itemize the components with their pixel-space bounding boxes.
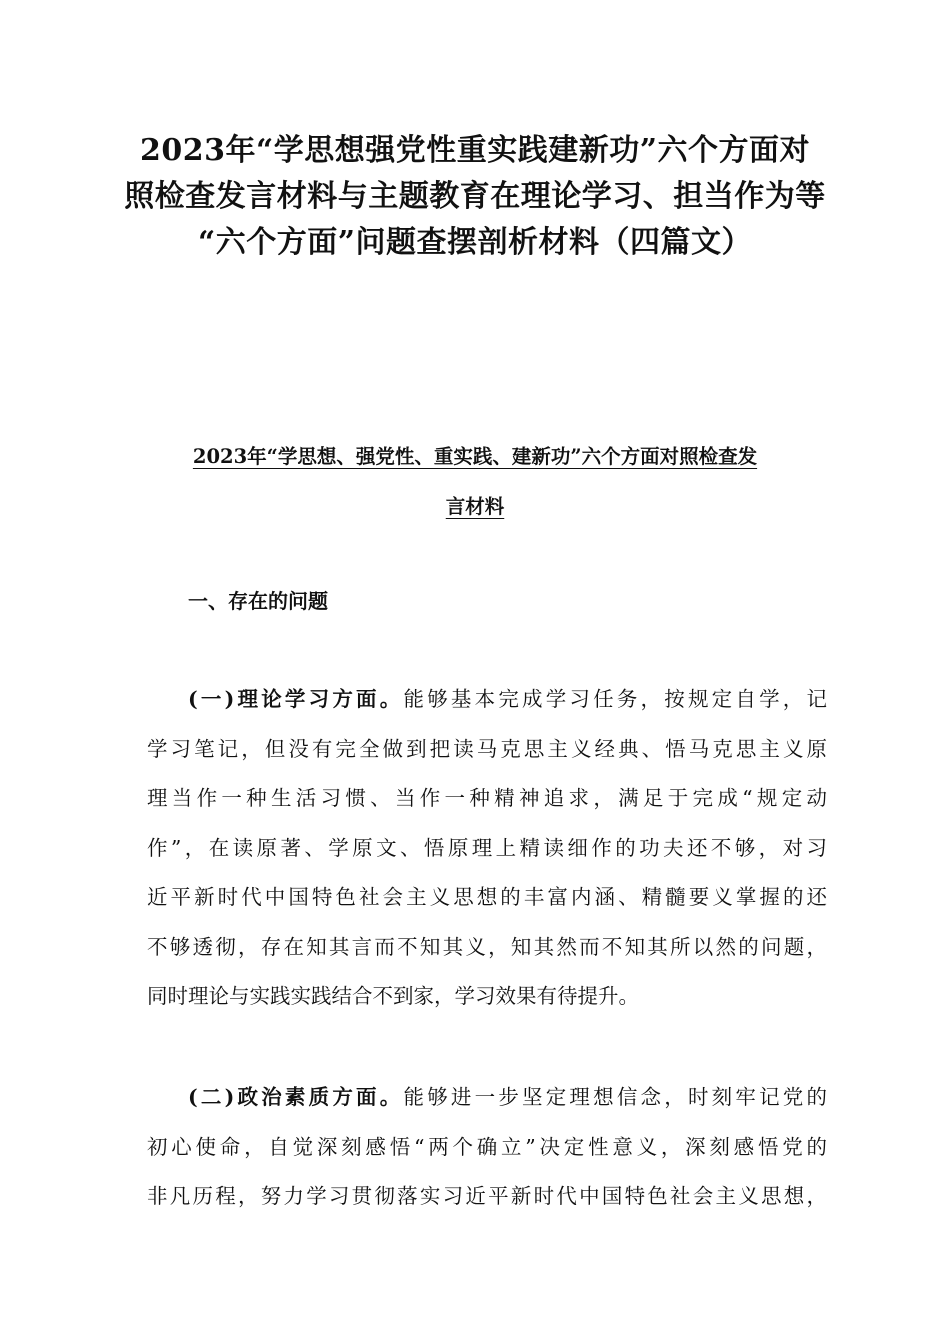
paragraph-line: 初心使命，自觉深刻感悟“两个确立”决定性意义，深刻感悟党的 bbox=[147, 1134, 827, 1159]
subtitle-line: 2023年“学思想、强党性、重实践、建新功”六个方面对照检查发 bbox=[192, 445, 758, 468]
paragraph-text: 能够基本完成学习任务，按规定自学，记 bbox=[403, 687, 828, 711]
section-heading: 一、存在的问题 bbox=[188, 589, 328, 613]
paragraph-first-line bbox=[147, 1082, 827, 1132]
paragraph-line: 理当作一种生活习惯、当作一种精神追求，满足于完成“规定动 bbox=[147, 786, 827, 810]
title-line: 2023年“学思想强党性重实践建新功”六个方面对 bbox=[139, 133, 810, 168]
paragraph-political-quality bbox=[147, 1082, 827, 1231]
paragraph-theory-study bbox=[147, 684, 827, 1031]
paragraph-line: 不够透彻，存在知其言而不知其义，知其然而不知其所以然的问题， bbox=[147, 934, 827, 959]
title-line: “六个方面”问题查摆剖析材料（四篇文） bbox=[197, 225, 752, 260]
paragraph-line: 学习笔记，但没有完全做到把读马克思主义经典、悟马克思主义原 bbox=[147, 736, 827, 761]
paragraph-line: 作”，在读原著、学原文、悟原理上精读细作的功夫还不够，对习 bbox=[147, 835, 827, 860]
paragraph-lead: (二)政治素质方面。 bbox=[188, 1085, 404, 1109]
paragraph-line: 近平新时代中国特色社会主义思想的丰富内涵、精髓要义掌握的还 bbox=[147, 885, 827, 909]
paragraph-line: 同时理论与实践实践结合不到家，学习效果有待提升。 bbox=[147, 984, 639, 1008]
title-line: 照检查发言材料与主题教育在理论学习、担当作为等 bbox=[124, 179, 826, 214]
paragraph-text: 能够进一步坚定理想信念，时刻牢记党的 bbox=[403, 1085, 828, 1109]
paragraph-lead: (一)理论学习方面。 bbox=[188, 687, 404, 711]
document-title bbox=[110, 128, 840, 266]
subtitle-line: 言材料 bbox=[445, 495, 505, 518]
article-subtitle bbox=[120, 432, 830, 532]
paragraph-line: 非凡历程，努力学习贯彻落实习近平新时代中国特色社会主义思想， bbox=[147, 1184, 827, 1208]
paragraph-first-line bbox=[147, 684, 827, 734]
